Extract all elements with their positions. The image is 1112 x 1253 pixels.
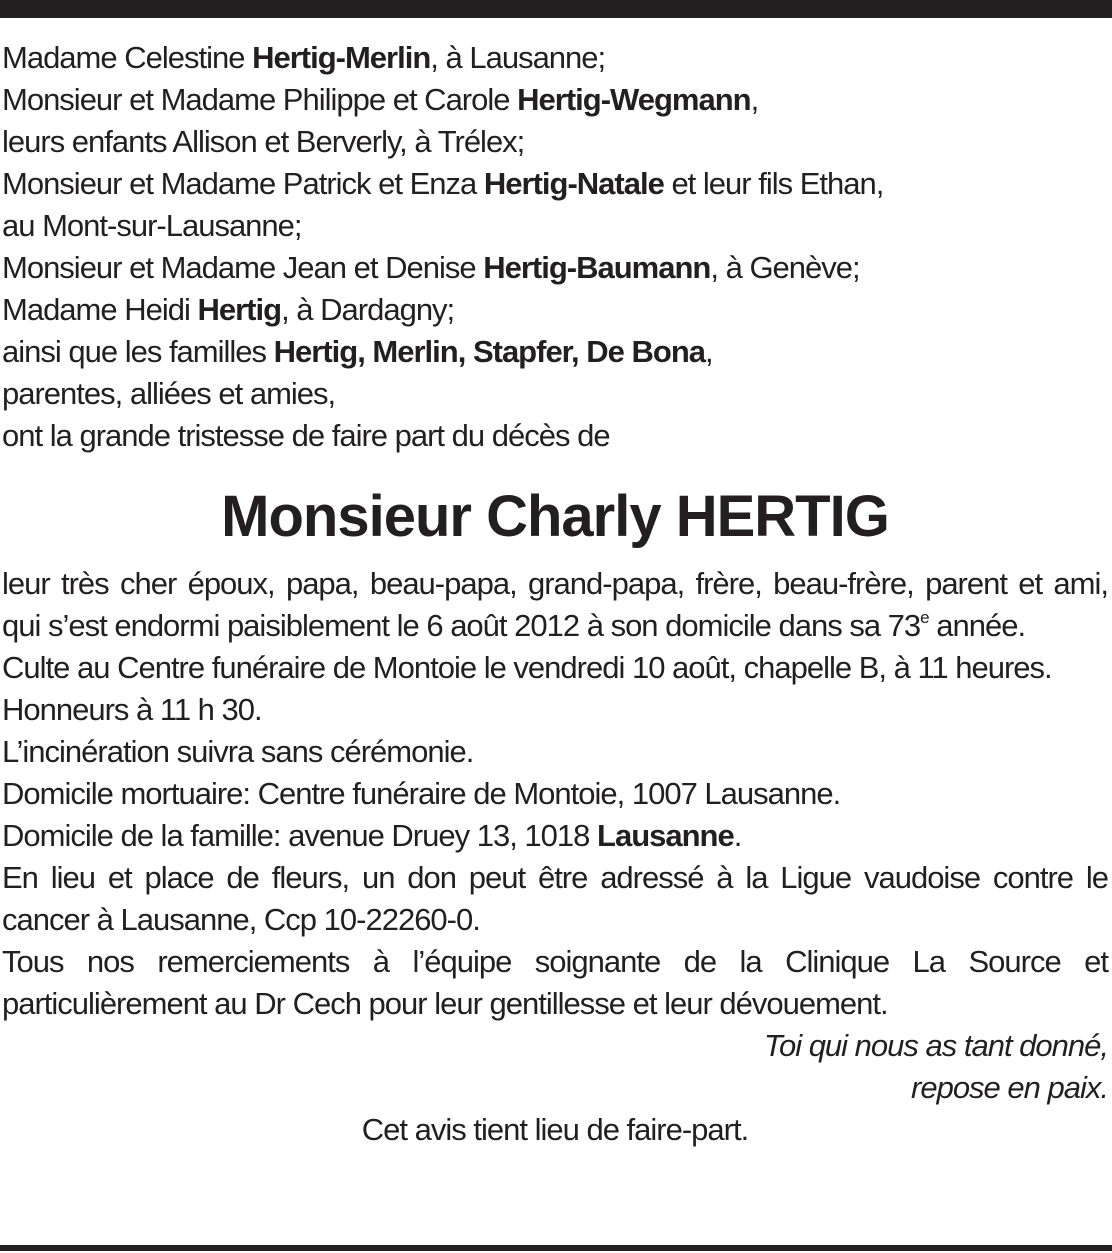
honours-time: Honneurs à 11 h 30.	[2, 692, 262, 727]
obituary-notice	[2, 37, 1108, 1151]
family-line: ainsi que les familles Hertig, Merlin, Stapfer, De Bona,	[2, 334, 713, 369]
donation-note: En lieu et place de fleurs, un don peut être adressé à la Ligue vaudoise contre le cancer à Lausanne, Ccp 10-22260-0.	[2, 860, 1108, 937]
cremation-note: L’incinération suivra sans cérémonie.	[2, 734, 474, 769]
verse-line: Toi qui nous as tant donné,	[763, 1028, 1108, 1063]
verse-line: repose en paix.	[911, 1070, 1108, 1105]
thanks-note: Tous nos remerciements à l’équipe soignante de la Clinique La Source et particulièrement au Dr Cech pour leur gentillesse et leur dévouement.	[2, 944, 1108, 1021]
closing-verse	[2, 1025, 1108, 1109]
family-line: ont la grande tristesse de faire part du décès de	[2, 418, 610, 453]
family-line: leurs enfants Allison et Berverly, à Trélex;	[2, 124, 525, 159]
top-rule	[0, 0, 1112, 18]
family-address: Domicile de la famille: avenue Druey 13, 1018 Lausanne.	[2, 818, 742, 853]
service-details: Culte au Centre funéraire de Montoie le vendredi 10 août, chapelle B, à 11 heures.	[2, 650, 1052, 685]
family-line: au Mont-sur-Lausanne;	[2, 208, 302, 243]
family-line: Monsieur et Madame Patrick et Enza Hertig-Natale et leur fils Ethan,	[2, 166, 884, 201]
family-line: parentes, alliées et amies,	[2, 376, 336, 411]
bottom-rule	[0, 1245, 1112, 1251]
family-line: Madame Celestine Hertig-Merlin, à Lausanne;	[2, 40, 606, 75]
closing-note: Cet avis tient lieu de faire-part.	[361, 1112, 749, 1147]
family-line: Monsieur et Madame Philippe et Carole Hertig-Wegmann,	[2, 82, 759, 117]
mortuary-address: Domicile mortuaire: Centre funéraire de Montoie, 1007 Lausanne.	[2, 776, 841, 811]
tribute-text: leur très cher époux, papa, beau-papa, grand-papa, frère, beau-frère, parent et ami, qui s’est endormi paisiblement le 6 août 2012 à son domicile dans sa 73e année.	[2, 566, 1108, 643]
deceased-name: Monsieur Charly HERTIG	[221, 484, 889, 549]
family-line: Monsieur et Madame Jean et Denise Hertig-Baumann, à Genève;	[2, 250, 860, 285]
family-line: Madame Heidi Hertig, à Dardagny;	[2, 292, 455, 327]
family-list	[2, 37, 1108, 457]
